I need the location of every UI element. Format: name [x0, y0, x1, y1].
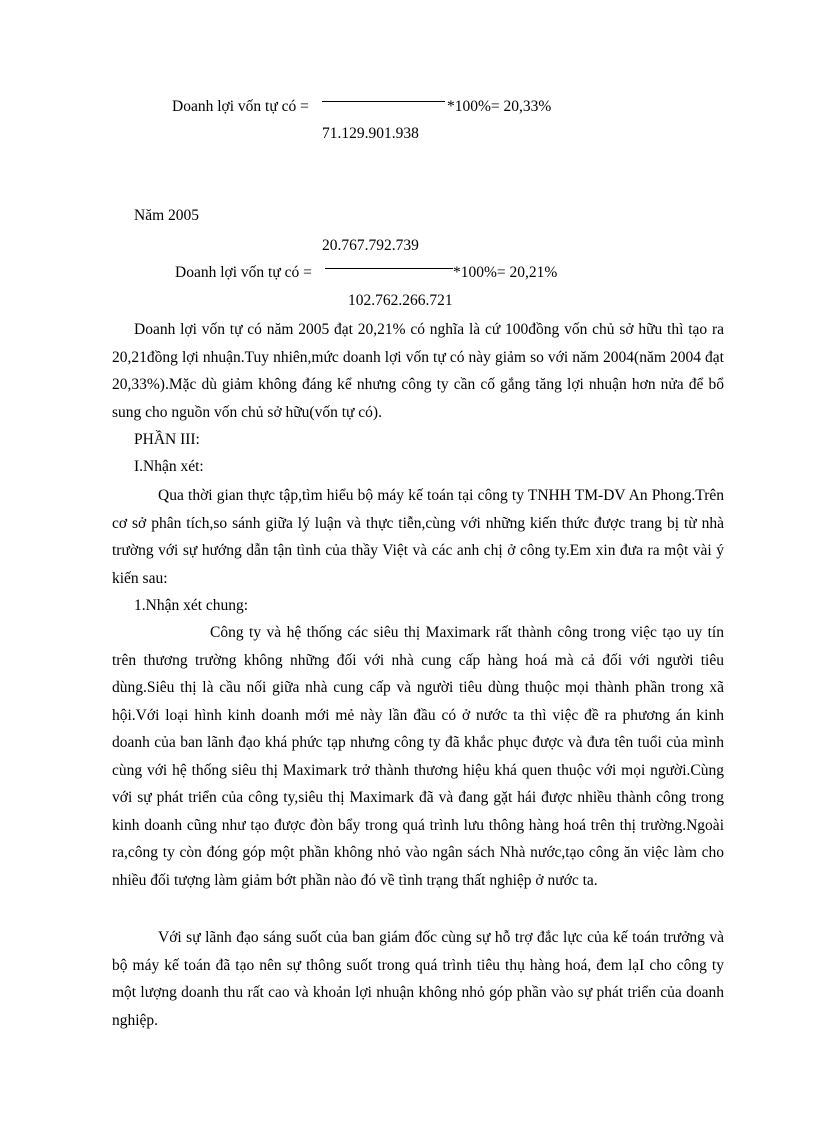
- formula2-result: *100%= 20,21%: [453, 264, 558, 281]
- part-heading: PHẦN III:: [134, 431, 200, 448]
- formula1-result: *100%= 20,33%: [447, 98, 552, 115]
- formula2-numerator: 20.767.792.739: [322, 237, 419, 254]
- formula2-denominator: 102.762.266.721: [348, 292, 453, 309]
- section-heading: I.Nhận xét:: [134, 458, 204, 475]
- formula1-fraction-bar: [322, 101, 445, 102]
- subsection-heading: 1.Nhận xét chung:: [134, 597, 249, 614]
- formula1-label: Doanh lợi vốn tự có =: [172, 98, 309, 115]
- formula1-denominator: 71.129.901.938: [322, 125, 419, 142]
- paragraph-management-text: Với sự lãnh đạo sáng suốt của ban giám đốc cùng sự hỗ trợ đắc lực của kế toán trưởng và bộ máy kế toán đã tạo nên sự thông suốt trong quá trình tiêu thụ hàng hoá, đem lạI cho công ty một lượng doanh thu rất cao và khoản lợi nhuận không nhỏ góp phần vào sự phát triển của doanh nghiệp.: [112, 929, 724, 1029]
- formula2-label: Doanh lợi vốn tự có =: [175, 264, 312, 281]
- formula2-fraction-bar: [325, 268, 453, 269]
- paragraph-profitability-text: Doanh lợi vốn tự có năm 2005 đạt 20,21% có nghĩa là cứ 100đồng vốn chủ sở hữu thì tạo ra 20,21đồng lợi nhuận.Tuy nhiên,mức doanh lợi vốn tự có này giảm so với năm 2004(năm 2004 đạt 20,33%).Mặc dù giảm không đáng kể nhưng công ty cần cố gắng tăng lợi nhuận hơn nửa để bổ sung cho nguồn vốn chủ sở hữu(vốn tự có).: [112, 321, 724, 421]
- paragraph-management: [112, 924, 724, 1034]
- year-heading: Năm 2005: [134, 207, 200, 224]
- paragraph-general-remarks: [112, 619, 724, 894]
- paragraph-profitability: [112, 316, 724, 426]
- paragraph-introduction-text: Qua thời gian thực tập,tìm hiểu bộ máy kế toán tại công ty TNHH TM-DV An Phong.Trên cơ sở phân tích,so sánh giữa lý luận và thực tiễn,cùng với những kiến thức được trang bị từ nhà trường với sự hướng dẫn tận tình của thầy Việt và các anh chị ở công ty.Em xin đưa ra một vài ý kiến sau:: [112, 487, 724, 587]
- paragraph-introduction: [112, 482, 724, 592]
- paragraph-general-remarks-text: Công ty và hệ thống các siêu thị Maximark rất thành công trong việc tạo uy tín trên thương trường không những đối với nhà cung cấp hàng hoá mà cả đối với người tiêu dùng.Siêu thị là cầu nối giữa nhà cung cấp và người tiêu dùng thuộc mọi thành phần trong xã hội.Với loại hình kinh doanh mới mẻ này lần đầu có ở nước ta thì việc đề ra phương án kinh doanh của ban lãnh đạo khá phức tạp nhưng công ty đã khắc phục được và đưa tên tuổi của mình cùng với hệ thống siêu thị Maximark trở thành thương hiệu khá quen thuộc với mọi người.Cùng với sự phát triển của công ty,siêu thị Maximark đã và đang gặt hái được nhiều thành công trong kinh doanh cũng như tạo được đòn bẩy trong quá trình lưu thông hàng hoá trên thị trường.Ngoài ra,công ty còn đóng góp một phần không nhỏ vào ngân sách Nhà nước,tạo công ăn việc làm cho nhiều đối tượng làm giảm bớt phần nào đó về tình trạng thất nghiệp ở nước ta.: [112, 624, 724, 889]
